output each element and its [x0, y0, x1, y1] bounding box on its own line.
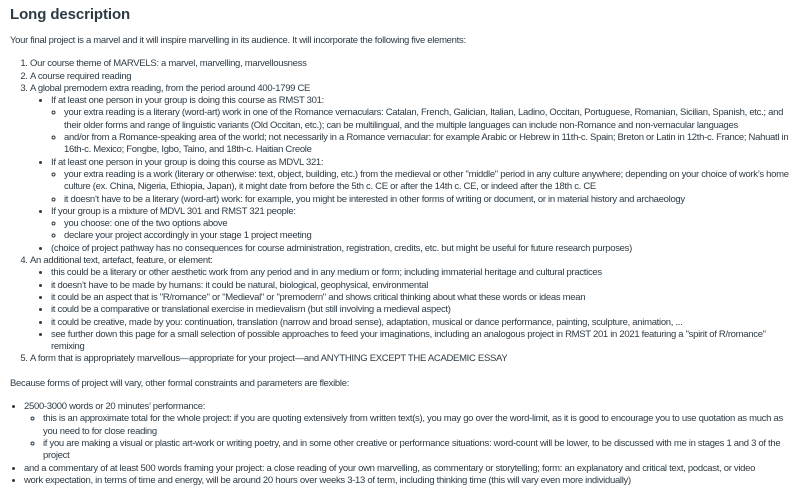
sub-bullet-item-text: your extra reading is a work (literary or otherwise: text, object, building, etc.) from the medieval or other "middle" period in any culture anywhere; depending on your choice of work’s home culture (ex. China, Nigeria, Ethiopia, Japan), it might date from before the 5th c. CE or after the 14th c. CE, or indeed after the 18th c. CE [64, 168, 789, 193]
bullet-item-text: and a commentary of at least 500 words framing your project: a close reading of your own marvelling, as commentary or storytelling; form: an explanatory and critical text, podcast, or video [24, 462, 756, 474]
bullet-item [51, 329, 791, 354]
numbered-item-text: Our course theme of MARVELS: a marvel, marvelling, marvellousness [30, 58, 307, 70]
sub-bullet-item-text: it doesn’t have to be a literary (word-art) work: for example, you might be interested in other forms of writing or document, or in material history and archaeology [64, 193, 685, 205]
sub-bullet-item-text: you choose: one of the two options above [64, 218, 228, 230]
elements-list [10, 58, 791, 365]
bullet-item [51, 95, 791, 156]
sub-bullet-item-text: and/or from a Romance-speaking area of the world; not necessarily in a Romance vernacular: for example Arabic or Hebrew in 11th-c. Spain; Breton or Latin in 12th-c. France; Nahuatl in 16th-c. Mexico; Fongbe, Igbo, Taino, and 18th-c. Haitian Creole [64, 132, 789, 156]
sub-bullet-list [51, 169, 791, 206]
sub-bullet-item [64, 132, 791, 157]
list-item [30, 58, 791, 70]
bullet-item [51, 243, 791, 255]
bullet-item-text: this could be a literary or other aesthetic work from any period and in any medium or form; including immaterial heritage and cultural practices [51, 267, 602, 279]
bullet-item-text: it could be creative, made by you: continuation, translation (narrow and broad sense), adaptation, musical or dance performance, painting, sculpture, animation, ... [51, 316, 683, 328]
sub-bullet-list [51, 218, 791, 243]
sub-bullet-item-text: this is an approximate total for the whole project: if you are quoting extensively from written text(s), you may go over the word-limit, as it is good to encourage you to use quotation as much as you need to for close reading [43, 413, 783, 437]
bullet-item-text: it doesn’t have to be made by humans: it could be natural, biological, geophysical, environmental [51, 279, 429, 291]
list-item [30, 353, 791, 365]
flexible-intro-paragraph: Because forms of project will vary, other formal constraints and parameters are flexible: [10, 377, 350, 389]
list-item [30, 71, 791, 83]
constraints-list [10, 401, 791, 487]
sub-bullet-item-text: your extra reading is a literary (word-art) work in one of the Romance vernaculars: Catalan, French, Galician, Italian, Ladino, Occitan, Portuguese, Romanian, Sicilian, Spanish, etc.; and their older forms and range of linguistic variants (Old Occitan, etc.); can be multilingual, and the multiple languages can include non-Romance and non-vernacular languages [64, 107, 784, 131]
numbered-item-text: An additional text, artefact, feature, or element: [30, 255, 213, 267]
sub-bullet-list [24, 413, 791, 462]
sub-bullet-item [43, 413, 791, 438]
bullet-item [51, 280, 791, 292]
bullet-item-text: work expectation, in terms of time and energy, will be around 20 hours over weeks 3-13 of term, including thinking time (this will vary even more individually) [24, 474, 631, 486]
sub-bullet-item [64, 107, 791, 132]
bullet-item [51, 304, 791, 316]
bullet-item-text: it could be a comparative or translational exercise in medievalism (but still involving a medieval aspect) [51, 304, 451, 316]
bullet-item [51, 206, 791, 243]
page-title: Long description [10, 6, 131, 23]
list-item [30, 83, 791, 255]
sub-bullet-item [64, 218, 791, 230]
bullet-list [30, 95, 791, 255]
bullet-item [24, 401, 791, 462]
bullet-item [24, 475, 791, 487]
sub-bullet-list [51, 107, 791, 156]
bullet-item-text: (choice of project pathway has no consequences for course administration, registration, credits, etc. but might be useful for future research purposes) [51, 242, 632, 254]
sub-bullet-item-text: if you are making a visual or plastic art-work or writing poetry, and in some other creative or performance situations: word-count will be lower, to be discussed with me in stages 1 and 3 of the project [43, 437, 781, 462]
bullet-item-text: If your group is a mixture of MDVL 301 and RMST 321 people: [51, 205, 296, 217]
numbered-item-text: A global premodern extra reading, from the period around 400-1799 CE [30, 82, 311, 94]
sub-bullet-item [43, 438, 791, 463]
bullet-item-text: If at least one person in your group is doing this course as MDVL 321: [51, 156, 324, 168]
bullet-item-text: see further down this page for a small selection of possible approaches to feed your imaginations, including an analogous project in RMST 201 in 2021 featuring a "spirit of R/romance" remixing [51, 328, 766, 353]
sub-bullet-item [64, 169, 791, 194]
bullet-item [51, 292, 791, 304]
bullet-item [51, 157, 791, 206]
bullet-item-text: If at least one person in your group is doing this course as RMST 301: [51, 95, 324, 107]
bullet-item [24, 463, 791, 475]
sub-bullet-item [64, 230, 791, 242]
numbered-item-text: A course required reading [30, 70, 132, 82]
bullet-item-text: it could be an aspect that is "R/romance" or "Medieval" or "premodern" and shows critical thinking about what these words or ideas mean [51, 291, 586, 303]
numbered-item-text: A form that is appropriately marvellous—appropriate for your project—and ANYTHING EXCEPT THE ACADEMIC ESSAY [30, 353, 508, 365]
sub-bullet-item [64, 194, 791, 206]
list-item [30, 255, 791, 353]
bullet-list [30, 267, 791, 353]
bullet-item [51, 267, 791, 279]
sub-bullet-item-text: declare your project accordingly in your stage 1 project meeting [64, 230, 312, 242]
bullet-item-text: 2500-3000 words or 20 minutes’ performance: [24, 401, 206, 413]
bullet-item [51, 317, 791, 329]
intro-paragraph: Your final project is a marvel and it will inspire marvelling in its audience. It will incorporate the following five elements: [10, 35, 466, 46]
